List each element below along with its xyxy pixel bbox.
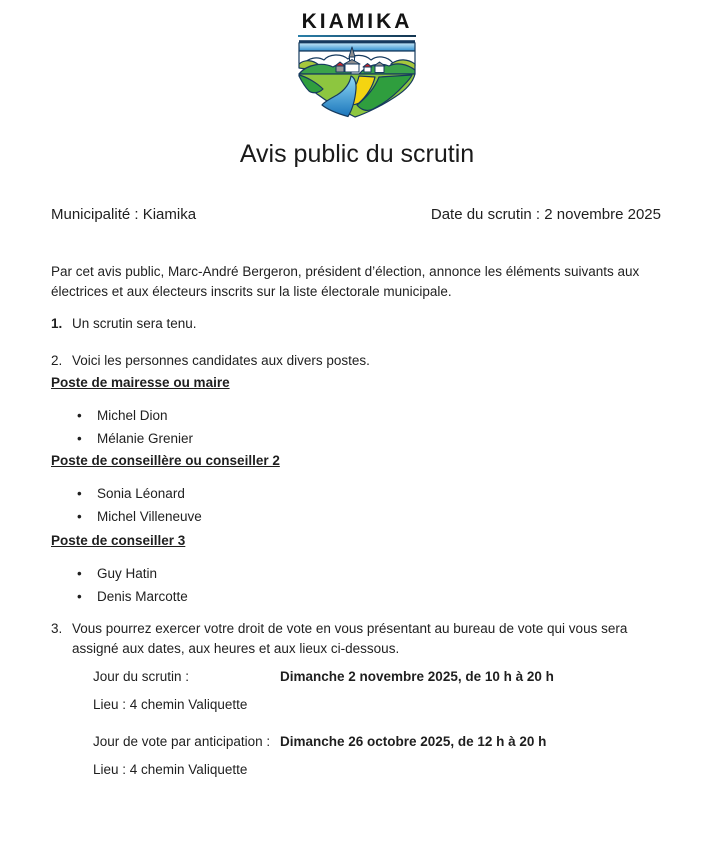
advance-poll-value: Dimanche 26 octobre 2025, de 12 h à 20 h [280,734,547,750]
numbered-item-1 [51,314,668,334]
voting-row-advance-poll [93,732,714,752]
candidate-row [77,587,714,607]
numbered-item-3 [51,619,668,659]
meta-row [51,205,661,224]
voting-row-election-day [93,667,714,687]
item-number: 3. [51,621,63,637]
candidate-list-mayor [0,406,714,449]
candidate-row [77,406,714,426]
bullet-icon: • [77,431,82,447]
item-number: 1. [51,316,63,332]
bullet-icon: • [77,566,82,582]
candidate-name: Michel Dion [97,408,168,424]
candidate-row [77,507,714,527]
intro-paragraph: Par cet avis public, Marc-André Bergeron, président d’élection, annonce les éléments suivants aux électrices et aux électeurs inscrits sur la liste électorale municipale. [51,264,640,300]
voting-day-value: Dimanche 2 novembre 2025, de 10 h à 20 h [280,669,554,685]
candidate-name: Mélanie Grenier [97,431,194,447]
bullet-icon: • [77,509,82,525]
item-number: 2. [51,353,63,369]
voting-location: Lieu : 4 chemin Valiquette [93,697,248,713]
candidate-name: Michel Villeneuve [97,509,202,525]
candidate-row [77,429,714,449]
item-text: Voici les personnes candidates aux divers postes. [72,353,370,369]
candidate-row [77,564,714,584]
candidate-name: Denis Marcotte [97,589,188,605]
position-heading-councillor-2: Poste de conseillère ou conseiller 2 [51,453,280,469]
bullet-icon: • [77,486,82,502]
municipality-label: Municipalité : Kiamika [51,206,197,224]
item-text: Un scrutin sera tenu. [72,316,197,332]
kiamika-wordmark: KIAMIKA [301,10,413,33]
municipality-logo [0,0,714,119]
kiamika-landscape-illustration-icon [293,39,421,119]
item-text: Vous pourrez exercer votre droit de vote en vous présentant au bureau de vote qui vous sera assigné aux dates, aux heures et aux lieux ci-dessous. [72,621,628,657]
position-heading-mayor: Poste de mairesse ou maire [51,375,230,391]
position-heading-councillor-3: Poste de conseiller 3 [51,533,186,549]
advance-poll-label: Jour de vote par anticipation : [93,734,271,750]
candidate-name: Guy Hatin [97,566,158,582]
scrutin-date-label: Date du scrutin : 2 novembre 2025 [430,206,661,224]
wordmark-underline-divider [298,35,416,37]
bullet-icon: • [77,408,82,424]
candidate-row [77,484,714,504]
candidate-name: Sonia Léonard [97,486,185,502]
candidate-list-councillor-2 [0,484,714,527]
voting-location: Lieu : 4 chemin Valiquette [93,762,248,778]
candidate-list-councillor-3 [0,564,714,607]
bullet-icon: • [77,589,82,605]
page-title: Avis public du scrutin [239,140,475,169]
numbered-item-2 [51,351,668,371]
voting-day-label: Jour du scrutin : [93,669,190,685]
